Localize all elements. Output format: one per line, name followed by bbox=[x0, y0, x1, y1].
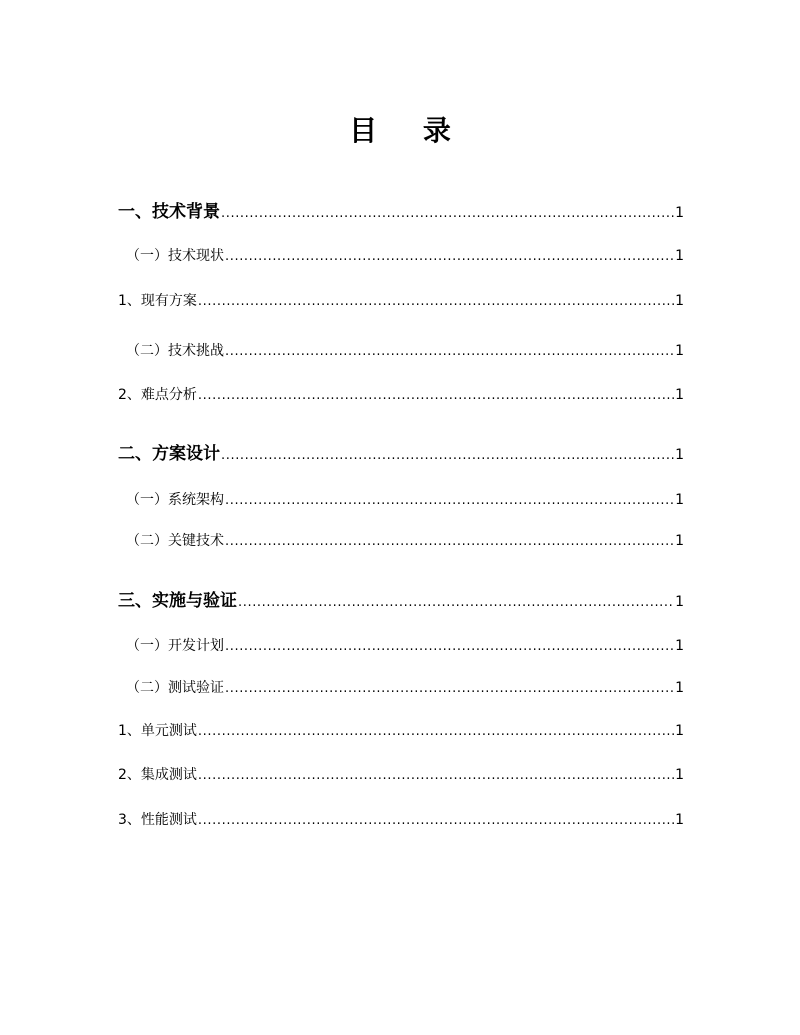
toc-dot-leader bbox=[225, 680, 674, 696]
toc-entry-label: 3、性能测试 bbox=[118, 812, 197, 828]
toc-entry-label: 2、集成测试 bbox=[118, 767, 197, 783]
toc-entry[interactable] bbox=[118, 340, 684, 360]
toc-dot-leader bbox=[225, 638, 674, 654]
toc-dot-leader bbox=[198, 723, 674, 739]
toc-entry[interactable] bbox=[118, 764, 684, 784]
toc-title: 目 录 bbox=[349, 114, 469, 147]
toc-entry[interactable] bbox=[118, 586, 684, 611]
toc-page-number: 1 bbox=[675, 638, 684, 654]
toc-entry[interactable] bbox=[118, 197, 684, 222]
toc-dot-leader bbox=[198, 387, 674, 403]
toc-entry[interactable] bbox=[118, 530, 684, 550]
toc-dot-leader bbox=[198, 767, 674, 783]
toc-entry[interactable] bbox=[118, 809, 684, 829]
toc-dot-leader bbox=[221, 202, 674, 222]
toc-page-number: 1 bbox=[675, 533, 684, 549]
toc-dot-leader bbox=[238, 591, 674, 611]
toc-entry[interactable] bbox=[118, 677, 684, 697]
toc-entry-label: （二）技术挑战 bbox=[126, 343, 224, 359]
toc-dot-leader bbox=[225, 343, 674, 359]
toc-entry-label: （一）系统架构 bbox=[126, 492, 224, 508]
toc-page-number: 1 bbox=[675, 812, 684, 828]
toc-page-number: 1 bbox=[675, 205, 684, 221]
toc-dot-leader bbox=[198, 812, 674, 828]
toc-entry[interactable] bbox=[118, 489, 684, 509]
toc-dot-leader bbox=[225, 248, 674, 264]
toc-entry-label: 1、现有方案 bbox=[118, 293, 197, 309]
toc-page-number: 1 bbox=[675, 723, 684, 739]
toc-entry-label: 二、方案设计 bbox=[118, 444, 220, 464]
toc-entry[interactable] bbox=[118, 720, 684, 740]
toc-entry[interactable] bbox=[118, 290, 684, 310]
toc-entry-label: （二）测试验证 bbox=[126, 680, 224, 696]
toc-entry-label: 2、难点分析 bbox=[118, 387, 197, 403]
toc-dot-leader bbox=[225, 533, 674, 549]
toc-page-number: 1 bbox=[675, 248, 684, 264]
toc-dot-leader bbox=[198, 293, 674, 309]
toc-page-number: 1 bbox=[675, 293, 684, 309]
toc-entry[interactable] bbox=[118, 635, 684, 655]
toc-page-number: 1 bbox=[675, 767, 684, 783]
toc-dot-leader bbox=[221, 444, 674, 464]
toc-entry-label: 1、单元测试 bbox=[118, 723, 197, 739]
toc-entry-label: （一）技术现状 bbox=[126, 248, 224, 264]
toc-page-number: 1 bbox=[675, 492, 684, 508]
toc-page-number: 1 bbox=[675, 447, 684, 463]
toc-page-number: 1 bbox=[675, 594, 684, 610]
toc-entry[interactable] bbox=[118, 439, 684, 464]
toc-entry-label: （二）关键技术 bbox=[126, 533, 224, 549]
toc-entry-label: （一）开发计划 bbox=[126, 638, 224, 654]
toc-entry-label: 三、实施与验证 bbox=[118, 591, 237, 611]
toc-entry[interactable] bbox=[118, 384, 684, 404]
toc-page-number: 1 bbox=[675, 387, 684, 403]
toc-page-number: 1 bbox=[675, 343, 684, 359]
toc-entry-label: 一、技术背景 bbox=[118, 202, 220, 222]
toc-dot-leader bbox=[225, 492, 674, 508]
toc-entry[interactable] bbox=[118, 245, 684, 265]
toc-page-number: 1 bbox=[675, 680, 684, 696]
